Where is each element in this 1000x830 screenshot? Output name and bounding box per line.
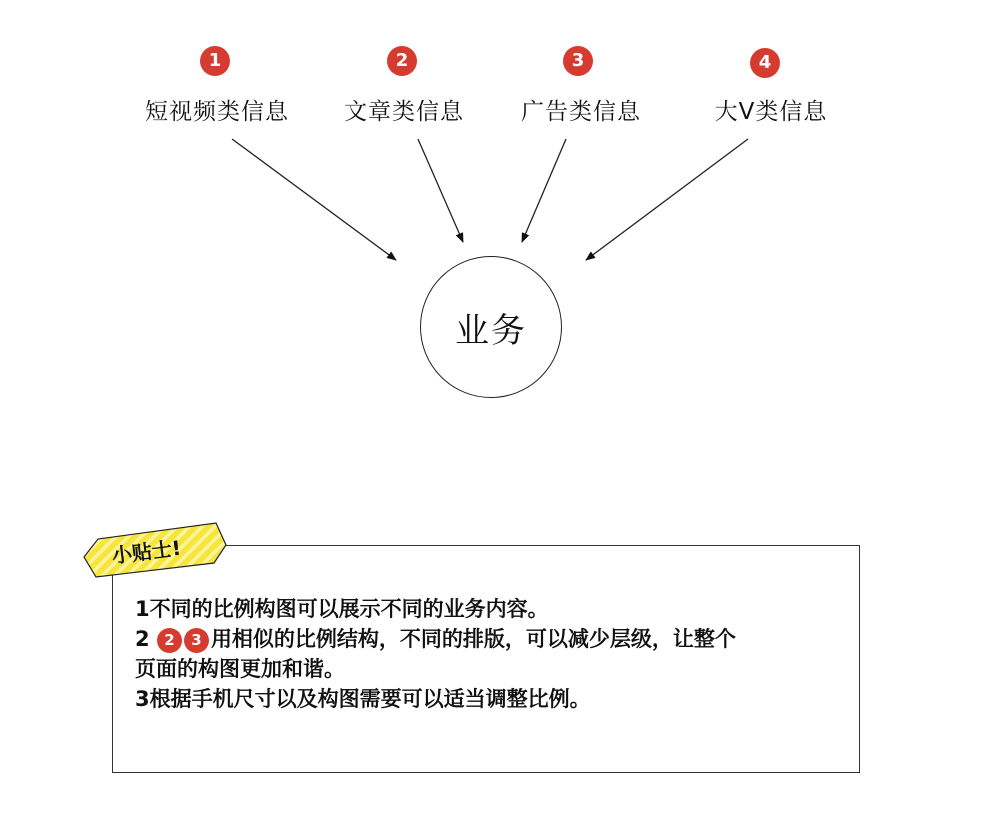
arrow-4: [586, 139, 748, 260]
tip-line-4: 3根据手机尺寸以及构图需要可以适当调整比例。: [135, 687, 591, 711]
tip-line-2: [135, 624, 850, 654]
source-badge-1: 1: [200, 46, 230, 76]
tip-text: [135, 594, 850, 714]
tip-line-2-text: 用相似的比例结构，不同的排版，可以减少层级，让整个: [210, 627, 736, 651]
business-hub-circle: [420, 256, 562, 398]
arrow-2: [418, 139, 463, 242]
tip-line-2-prefix: 2: [135, 627, 157, 651]
inline-badge-3: 3: [184, 628, 209, 653]
source-badge-4: 4: [750, 48, 780, 78]
tip-tag-label: 小贴士!: [110, 535, 183, 568]
source-label-ads: 广告类信息: [521, 99, 641, 125]
source-label-short-video: 短视频类信息: [145, 99, 289, 125]
hub-label: 业务: [455, 310, 527, 351]
source-label-influencer: 大V类信息: [714, 99, 828, 125]
inline-badge-2: 2: [157, 628, 182, 653]
arrow-3: [522, 139, 566, 242]
source-badge-2: 2: [387, 46, 417, 76]
arrow-1: [232, 139, 396, 260]
source-badge-3: 3: [563, 46, 593, 76]
tip-line-3: 页面的构图更加和谐。: [135, 657, 345, 681]
tip-line-1: 1不同的比例构图可以展示不同的业务内容。: [135, 597, 549, 621]
source-label-article: 文章类信息: [344, 99, 464, 125]
